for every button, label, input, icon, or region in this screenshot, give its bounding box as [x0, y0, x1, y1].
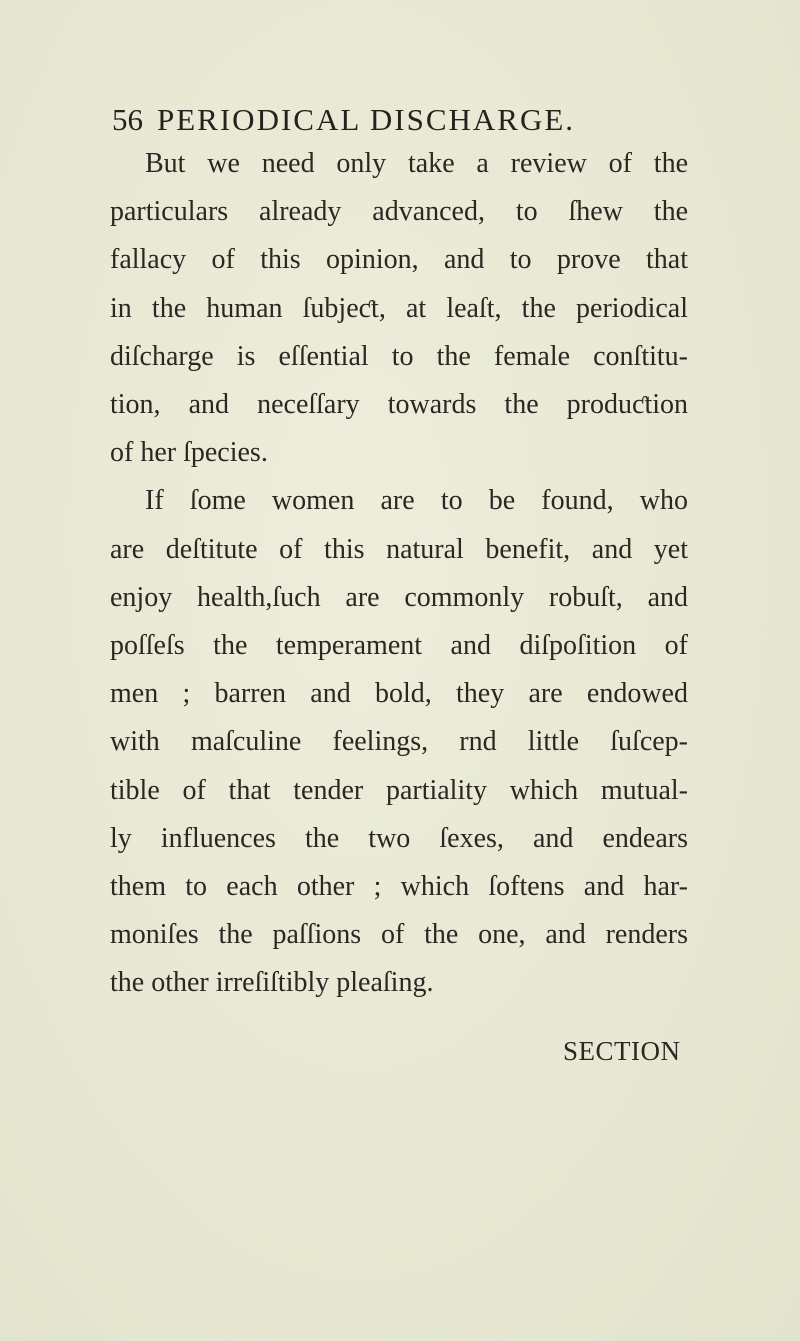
text-line: fallacy of this opinion, and to prove that — [110, 244, 688, 276]
text-line: enjoy health,ſuch are commonly robuſt, and — [110, 581, 688, 613]
text-line: poſſeſs the temperament and diſpoſition of — [110, 630, 688, 662]
text-line: If ſome women are to be found, who — [145, 485, 688, 517]
body-text — [110, 140, 688, 1008]
page-number: 56 — [112, 102, 143, 137]
text-line: of her ſpecies. — [110, 437, 268, 469]
text-line: diſcharge is eſſential to the female conſtitu- — [110, 340, 688, 372]
text-line: the other irreſiſtibly pleaſing. — [110, 967, 434, 999]
page-header — [112, 96, 575, 144]
text-line: particulars already advanced, to ſhew the — [110, 196, 688, 228]
text-line: tion, and neceſſary towards the produƈtion — [110, 389, 688, 421]
text-line: them to each other ; which ſoftens and har- — [110, 871, 688, 903]
text-line: ly influences the two ſexes, and endears — [110, 822, 688, 854]
text-line: men ; barren and bold, they are endowed — [110, 678, 688, 710]
text-line: But we need only take a review of the — [145, 148, 688, 179]
text-line: in the human ſubjeƈt, at leaſt, the periodical — [110, 292, 688, 324]
running-head: PERIODICAL DISCHARGE. — [157, 102, 576, 137]
text-line: tible of that tender partiality which mutual- — [110, 774, 688, 806]
text-line: are deſtitute of this natural benefit, and yet — [110, 533, 688, 565]
catchword: SECTION — [563, 1036, 681, 1066]
text-line: moniſes the paſſions of the one, and renders — [110, 919, 688, 951]
text-line: with maſculine feelings, rnd little ſuſcep- — [110, 726, 688, 758]
